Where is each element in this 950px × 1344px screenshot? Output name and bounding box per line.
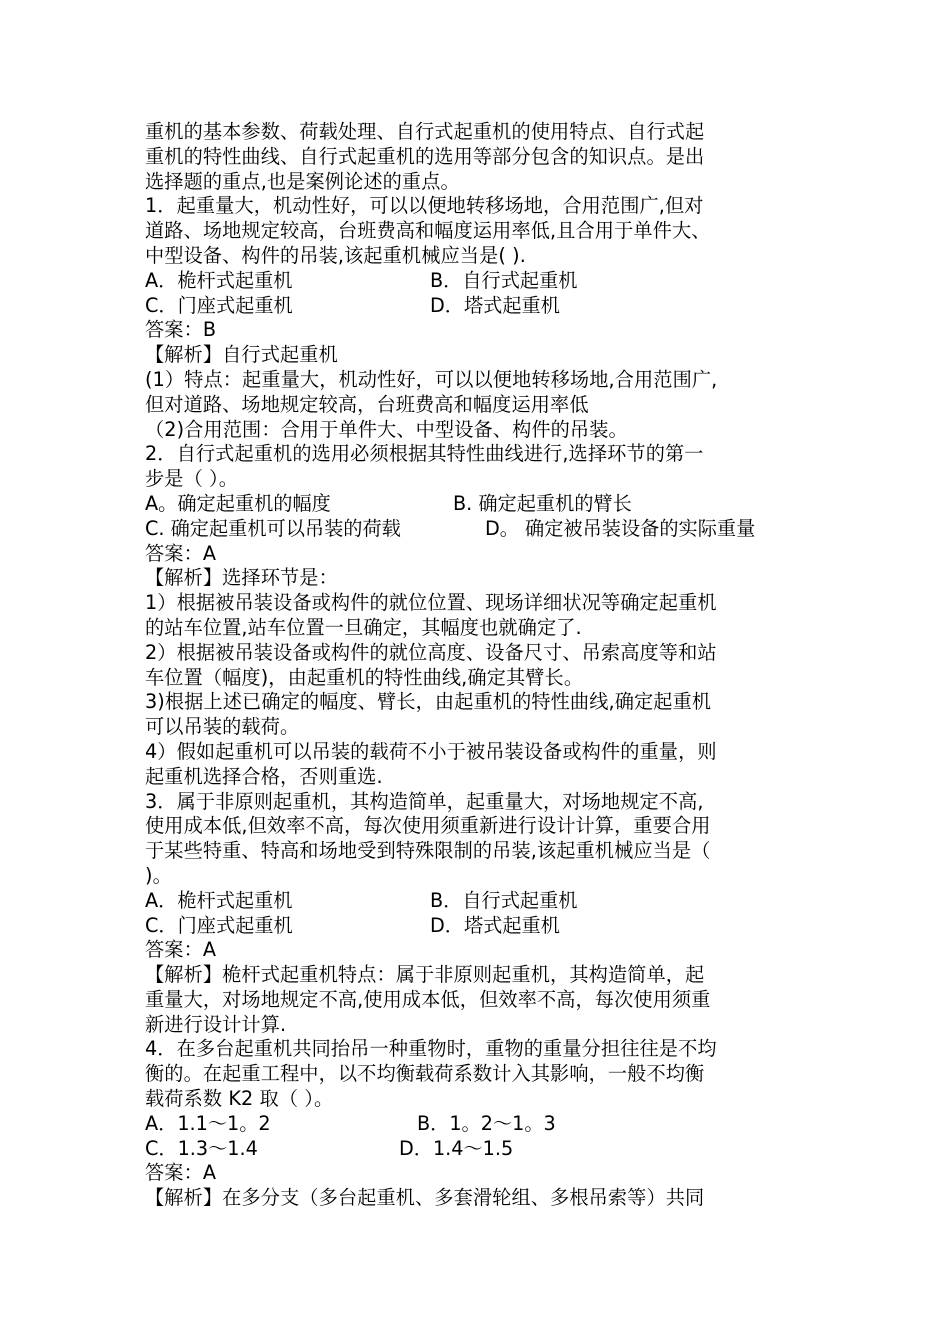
- q2-analysis: 的站车位置,站车位置一旦确定，其幅度也就确定了.: [145, 615, 582, 639]
- q4-answer: 答案：A: [145, 1161, 217, 1185]
- q2-analysis: 可以吊装的载荷。: [145, 715, 300, 739]
- q4-option-a: A．1.1～1。2: [145, 1111, 271, 1135]
- q2-option-b: B. 确定起重机的臂长: [453, 491, 632, 515]
- q2-options-row: [145, 517, 809, 542]
- q4-stem: 载荷系数 K2 取（ ）。: [145, 1087, 334, 1111]
- intro-line: 重机的特性曲线、自行式起重机的选用等部分包含的知识点。是出: [145, 144, 705, 168]
- intro-line: 重机的基本参数、荷载处理、自行式起重机的使用特点、自行式起: [145, 120, 705, 143]
- q3-analysis: 重量大，对场地规定不高,使用成本低，但效率不高，每次使用须重: [145, 987, 711, 1011]
- q4-option-b: B．1。2～1。3: [417, 1111, 556, 1135]
- q1-analysis: 【解析】自行式起重机: [145, 343, 338, 367]
- q2-option-c: C. 确定起重机可以吊装的荷载: [145, 516, 401, 540]
- q2-option-a: A。确定起重机的幅度: [145, 491, 331, 515]
- q2-analysis: 2）根据被吊装设备或构件的就位高度、设备尺寸、吊索高度等和站: [145, 640, 717, 664]
- q1-options-row: [145, 269, 809, 294]
- q1-analysis: （2)合用范围：合用于单件大、中型设备、构件的吊装。: [145, 417, 628, 441]
- q1-analysis: (1）特点：起重量大，机动性好，可以以便地转移场地,合用范围广,: [145, 367, 718, 391]
- q3-option-b: B．自行式起重机: [430, 888, 578, 912]
- q3-options-row: [145, 914, 809, 939]
- q1-stem: 道路、场地规定较高，台班费高和幅度运用率低,且合用于单件大、: [145, 219, 711, 243]
- q2-analysis: 3)根据上述已确定的幅度、臂长，由起重机的特性曲线,确定起重机: [145, 690, 712, 714]
- q2-analysis: 车位置（幅度)，由起重机的特性曲线,确定其臂长。: [145, 665, 584, 689]
- q4-analysis: 【解析】在多分支（多台起重机、多套滑轮组、多根吊索等）共同: [145, 1186, 705, 1210]
- q1-stem: 1．起重量大，机动性好，可以以便地转移场地，合用范围广,但对: [145, 194, 704, 218]
- q4-option-d: D．1.4～1.5: [399, 1136, 514, 1160]
- q2-analysis: 1）根据被吊装设备或构件的就位位置、现场详细状况等确定起重机: [145, 591, 717, 615]
- q1-analysis: 但对道路、场地规定较高，台班费高和幅度运用率低: [145, 392, 589, 416]
- q4-options-row: [145, 1137, 809, 1162]
- q3-stem: 3．属于非原则起重机，其构造简单，起重量大，对场地规定不高,: [145, 789, 704, 813]
- q3-analysis: 新进行设计计算.: [145, 1012, 287, 1036]
- q1-options-row: [145, 294, 809, 319]
- q2-analysis: 【解析】选择环节是：: [145, 566, 338, 590]
- q3-options-row: [145, 889, 809, 914]
- q1-stem: 中型设备、构件的吊装,该起重机械应当是( ).: [145, 243, 526, 267]
- q3-stem: 使用成本低,但效率不高，每次使用须重新进行设计计算，重要合用: [145, 814, 711, 838]
- q4-options-row: [145, 1112, 809, 1137]
- q2-stem: 2．自行式起重机的选用必须根据其特性曲线进行,选择环节的第一: [145, 442, 704, 466]
- q3-analysis: 【解析】桅杆式起重机特点：属于非原则起重机，其构造简单，起: [145, 963, 705, 987]
- q1-option-c: C．门座式起重机: [145, 293, 293, 317]
- q1-answer: 答案：B: [145, 318, 217, 342]
- q2-analysis: 4）假如起重机可以吊装的载荷不小于被吊装设备或构件的重量，则: [145, 739, 717, 763]
- q2-options-row: [145, 492, 809, 517]
- q4-option-c: C．1.3～1.4: [145, 1136, 258, 1160]
- q4-stem: 衡的。在起重工程中，以不均衡载荷系数计入其影响，一般不均衡: [145, 1062, 705, 1086]
- q3-stem: 于某些特重、特高和场地受到特殊限制的吊装,该起重机械应当是（: [145, 839, 711, 863]
- q3-option-c: C．门座式起重机: [145, 913, 293, 937]
- q3-answer: 答案：A: [145, 938, 217, 962]
- q1-option-a: A．桅杆式起重机: [145, 268, 293, 292]
- q2-answer: 答案：A: [145, 541, 217, 565]
- document-page: [145, 120, 809, 1211]
- q3-stem: )。: [145, 863, 172, 887]
- q3-option-d: D．塔式起重机: [430, 913, 560, 937]
- q1-option-d: D．塔式起重机: [430, 293, 560, 317]
- q2-stem: 步是（ ）。: [145, 467, 239, 491]
- intro-line: 选择题的重点,也是案例论述的重点。: [145, 169, 460, 193]
- q4-stem: 4．在多台起重机共同抬吊一种重物时，重物的重量分担往往是不均: [145, 1037, 717, 1061]
- q2-analysis: 起重机选择合格，否则重选.: [145, 764, 383, 788]
- q2-option-d: D。 确定被吊装设备的实际重量: [485, 516, 756, 540]
- q1-option-b: B．自行式起重机: [430, 268, 578, 292]
- q3-option-a: A．桅杆式起重机: [145, 888, 293, 912]
